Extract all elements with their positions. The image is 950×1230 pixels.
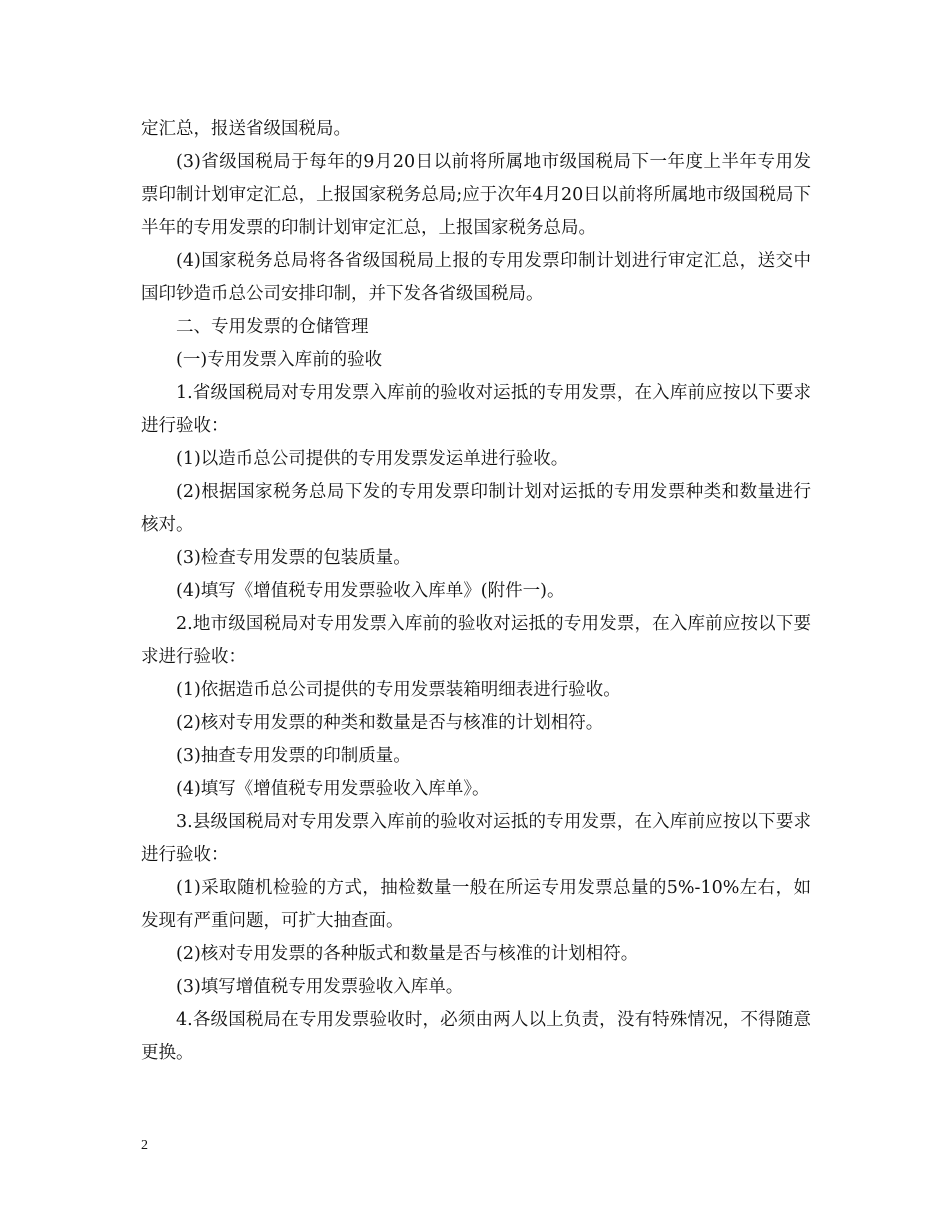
list-item: (1)依据造币总公司提供的专用发票装箱明细表进行验收。	[176, 680, 621, 700]
paragraph-item-4-national-plan: (4)国家税务总局将各省级国税局上报的专用发票印制计划进行审定汇总，送交中国印钞造币总公司安排印制，并下发各省级国税局。	[141, 251, 811, 304]
page-number: 2	[141, 1138, 148, 1153]
list-item: (3)抽查专用发票的印制质量。	[176, 746, 411, 766]
list-item: (1)以造币总公司提供的专用发票发运单进行验收。	[176, 449, 569, 469]
list-item: (1)采取随机检验的方式，抽检数量一般在所运专用发票总量的5%-10%左右，如发现有严重问题，可扩大抽查面。	[141, 878, 811, 931]
paragraph-continuation: 定汇总，报送省级国税局。	[141, 119, 351, 139]
subsection-heading-acceptance: (一)专用发票入库前的验收	[176, 350, 383, 370]
section-heading-storage-management: 二、专用发票的仓储管理	[176, 317, 369, 337]
document-body	[141, 113, 811, 1070]
list-item: (3)检查专用发票的包装质量。	[176, 548, 411, 568]
list-item: (3)填写增值税专用发票验收入库单。	[176, 977, 464, 997]
list-item: (2)核对专用发票的种类和数量是否与核准的计划相符。	[176, 713, 604, 733]
paragraph-item-3-provincial-plan: (3)省级国税局于每年的9月20日以前将所属地市级国税局下一年度上半年专用发票印制计划审定汇总，上报国家税务总局;应于次年4月20日以前将所属地市级国税局下半年的专用发票的印制计划审定汇总，上报国家税务总局。	[141, 152, 811, 238]
paragraph-provincial-acceptance: 1.省级国税局对专用发票入库前的验收对运抵的专用发票，在入库前应按以下要求进行验收：	[141, 383, 811, 436]
paragraph-acceptance-personnel: 4.各级国税局在专用发票验收时，必须由两人以上负责，没有特殊情况，不得随意更换。	[141, 1010, 811, 1063]
paragraph-municipal-acceptance: 2.地市级国税局对专用发票入库前的验收对运抵的专用发票，在入库前应按以下要求进行验收：	[141, 614, 811, 667]
list-item: (4)填写《增值税专用发票验收入库单》(附件一)。	[176, 581, 565, 601]
list-item: (2)根据国家税务总局下发的专用发票印制计划对运抵的专用发票种类和数量进行核对。	[141, 482, 811, 535]
paragraph-county-acceptance: 3.县级国税局对专用发票入库前的验收对运抵的专用发票，在入库前应按以下要求进行验收：	[141, 812, 811, 865]
list-item: (4)填写《增值税专用发票验收入库单》。	[176, 779, 490, 799]
list-item: (2)核对专用发票的各种版式和数量是否与核准的计划相符。	[176, 944, 639, 964]
